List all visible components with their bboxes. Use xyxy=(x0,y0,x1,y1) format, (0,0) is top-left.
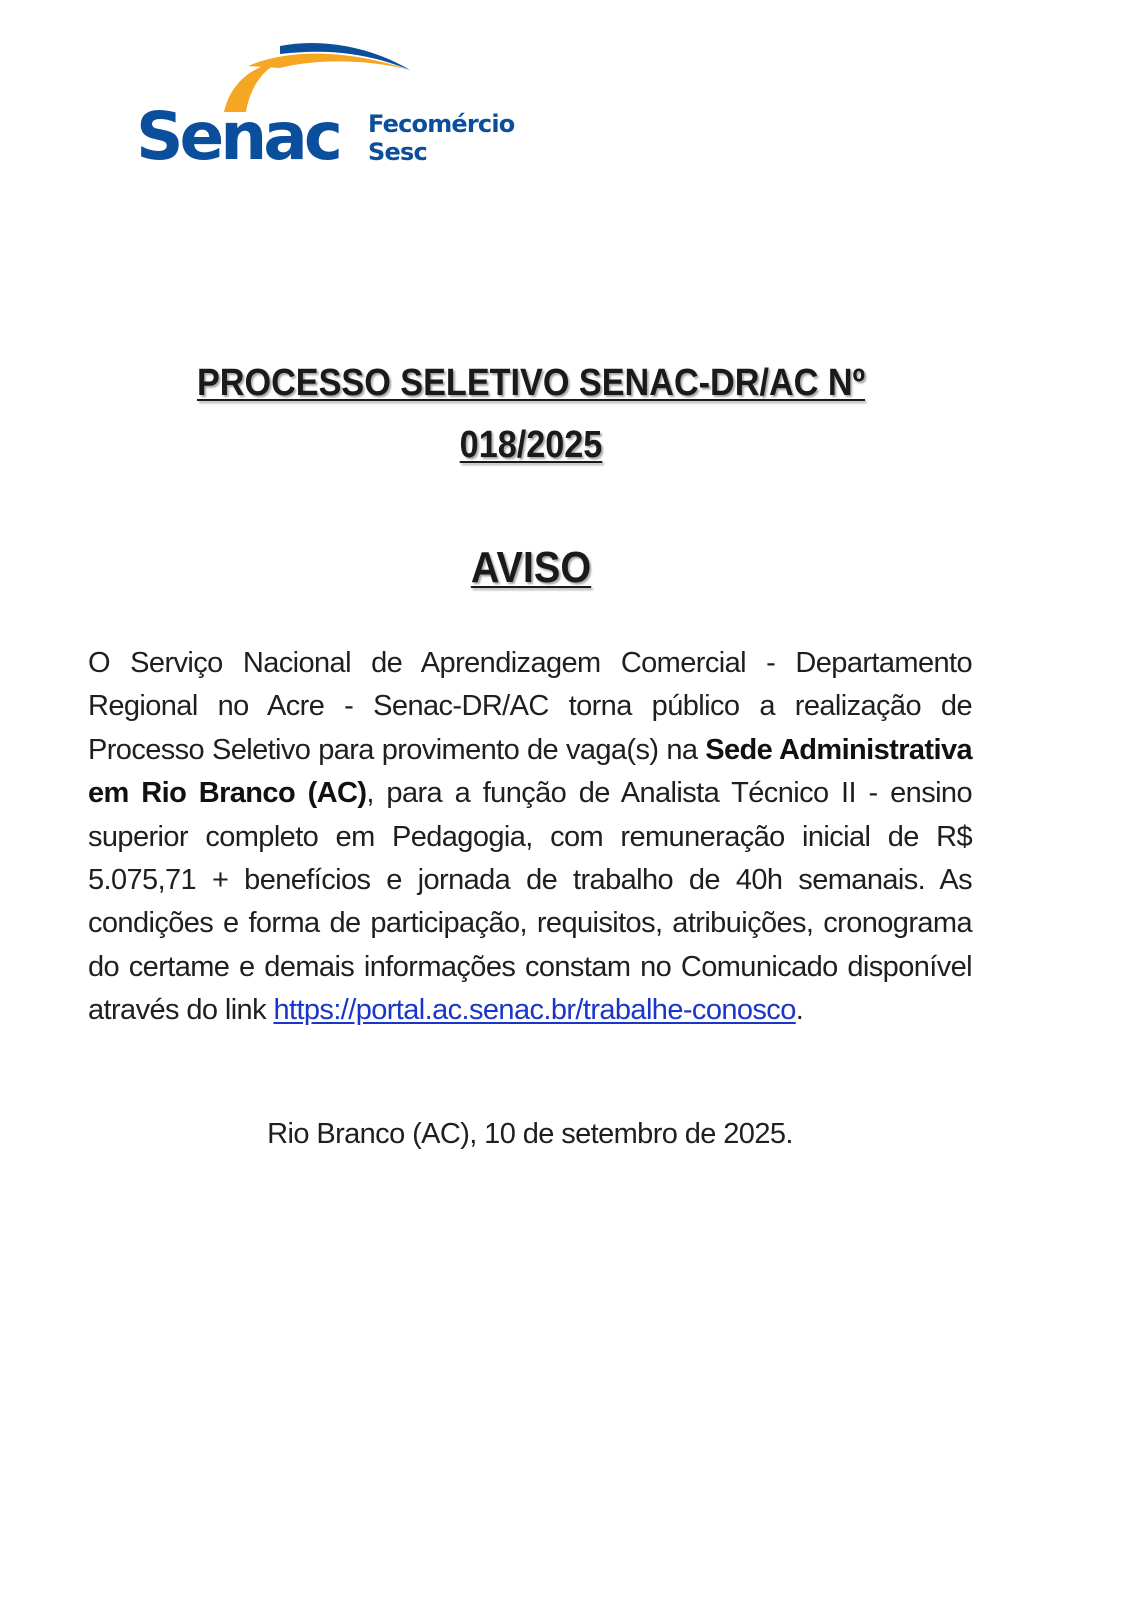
page-title xyxy=(134,352,928,476)
body-text-part-2: , para a função de Analista Técnico II - ensino superior completo em Pedagogia, com remuneração inicial de R$ 5.075,71 + benefícios e jornada de trabalho de 40h semanais. As condições e forma de participação, requisitos, atribuições, cronograma do certame e demais informações constam no Comunicado disponível através do link xyxy=(88,777,972,1027)
logo-fecomercio-label: Fecomércio xyxy=(368,110,515,138)
notice-title: AVISO xyxy=(470,543,592,592)
title-line-2: 018/2025 xyxy=(459,424,603,466)
body-text-part-1: O Serviço Nacional de Aprendizagem Comercial - Departamento Regional no Acre - Senac-DR/AC torna público a realização de Processo Seletivo para provimento de vaga(s) na xyxy=(88,647,972,766)
title-line-1: PROCESSO SELETIVO SENAC-DR/AC Nº xyxy=(196,362,866,404)
logo-subtitle xyxy=(368,110,514,166)
body-location-bold: Sede Administrativa em Rio Branco (AC) xyxy=(88,733,972,810)
senac-wordmark: Senac xyxy=(136,98,339,175)
date-line: Rio Branco (AC), 10 de setembro de 2025. xyxy=(267,1118,793,1150)
senac-logo xyxy=(136,40,536,175)
logo-sesc-label: Sesc xyxy=(368,138,427,166)
notice-body xyxy=(88,642,972,1033)
body-end-punct: . xyxy=(795,994,804,1027)
careers-link[interactable]: https://portal.ac.senac.br/trabalhe-conosco xyxy=(273,994,796,1027)
